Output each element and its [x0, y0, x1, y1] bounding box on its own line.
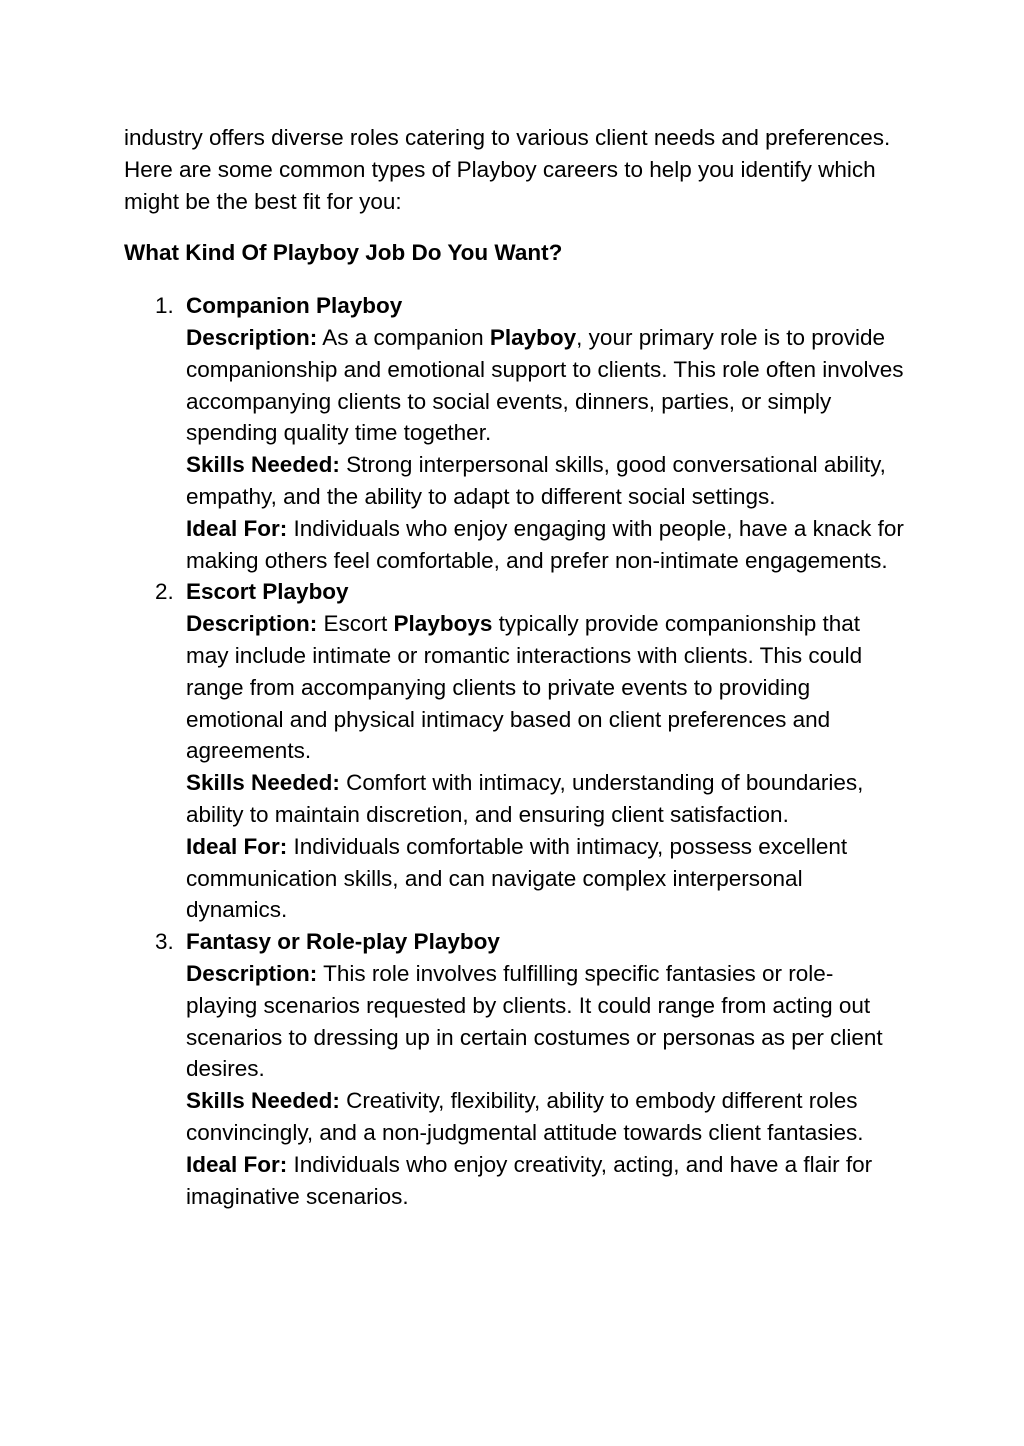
document-page: [124, 122, 904, 1212]
item-skills: Skills Needed: Strong interpersonal skills, good conversational ability, empathy, and the ability to adapt to different social settings.: [186, 452, 886, 509]
item-description: Description: This role involves fulfilling specific fantasies or role-playing scenarios requested by clients. It could range from acting out scenarios to dressing up in certain costumes or personas as per client desires.: [186, 960, 883, 1082]
item-skills: Skills Needed: Creativity, flexibility, ability to embody different roles convincingly, and a non-judgmental attitude towards client fantasies.: [186, 1088, 864, 1145]
section-heading: What Kind Of Playboy Job Do You Want?: [124, 240, 563, 266]
item-title: Escort Playboy: [186, 579, 349, 605]
description-label: Description:: [186, 611, 318, 637]
item-description: Description: As a companion Playboy, your primary role is to provide companionship and emotional support to clients. This role often involves accompanying clients to social events, dinners, parties, or simply spending quality time together.: [186, 324, 904, 446]
item-description: Description: Escort Playboys typically provide companionship that may include intimate or romantic interactions with clients. This could range from accompanying clients to private events to providing emotional and physical intimacy based on client preferences and agreements.: [186, 611, 863, 764]
roles-list: [124, 290, 904, 1212]
description-emphasis: Playboys: [393, 611, 493, 637]
skills-label: Skills Needed:: [186, 452, 340, 478]
skills-label: Skills Needed:: [186, 1088, 340, 1114]
item-ideal-for: Ideal For: Individuals who enjoy creativity, acting, and have a flair for imaginative scenarios.: [186, 1151, 873, 1209]
intro-paragraph: industry offers diverse roles catering to various client needs and preferences. Here are some common types of Playboy careers to help you identify which might be the best fit for you:: [124, 125, 891, 214]
list-item: [124, 290, 904, 576]
list-number: 2.: [155, 579, 174, 605]
description-label: Description:: [186, 324, 318, 350]
ideal-label: Ideal For:: [186, 833, 288, 859]
item-title: Fantasy or Role-play Playboy: [186, 929, 500, 955]
ideal-label: Ideal For:: [186, 515, 288, 541]
item-ideal-for: Ideal For: Individuals who enjoy engaging with people, have a knack for making others feel comfortable, and prefer non-intimate engagements.: [186, 515, 904, 573]
list-number: 1.: [155, 293, 174, 319]
list-number: 3.: [155, 929, 174, 955]
list-item: [124, 576, 904, 926]
item-ideal-for: Ideal For: Individuals comfortable with intimacy, possess excellent communication skills, and can navigate complex interpersonal dynamics.: [186, 833, 848, 923]
item-skills: Skills Needed: Comfort with intimacy, understanding of boundaries, ability to maintain discretion, and ensuring client satisfaction.: [186, 770, 864, 827]
item-title: Companion Playboy: [186, 293, 403, 319]
description-label: Description:: [186, 960, 318, 986]
skills-label: Skills Needed:: [186, 770, 340, 796]
description-emphasis: Playboy: [489, 324, 577, 350]
list-item: [124, 926, 904, 1212]
ideal-label: Ideal For:: [186, 1151, 288, 1177]
